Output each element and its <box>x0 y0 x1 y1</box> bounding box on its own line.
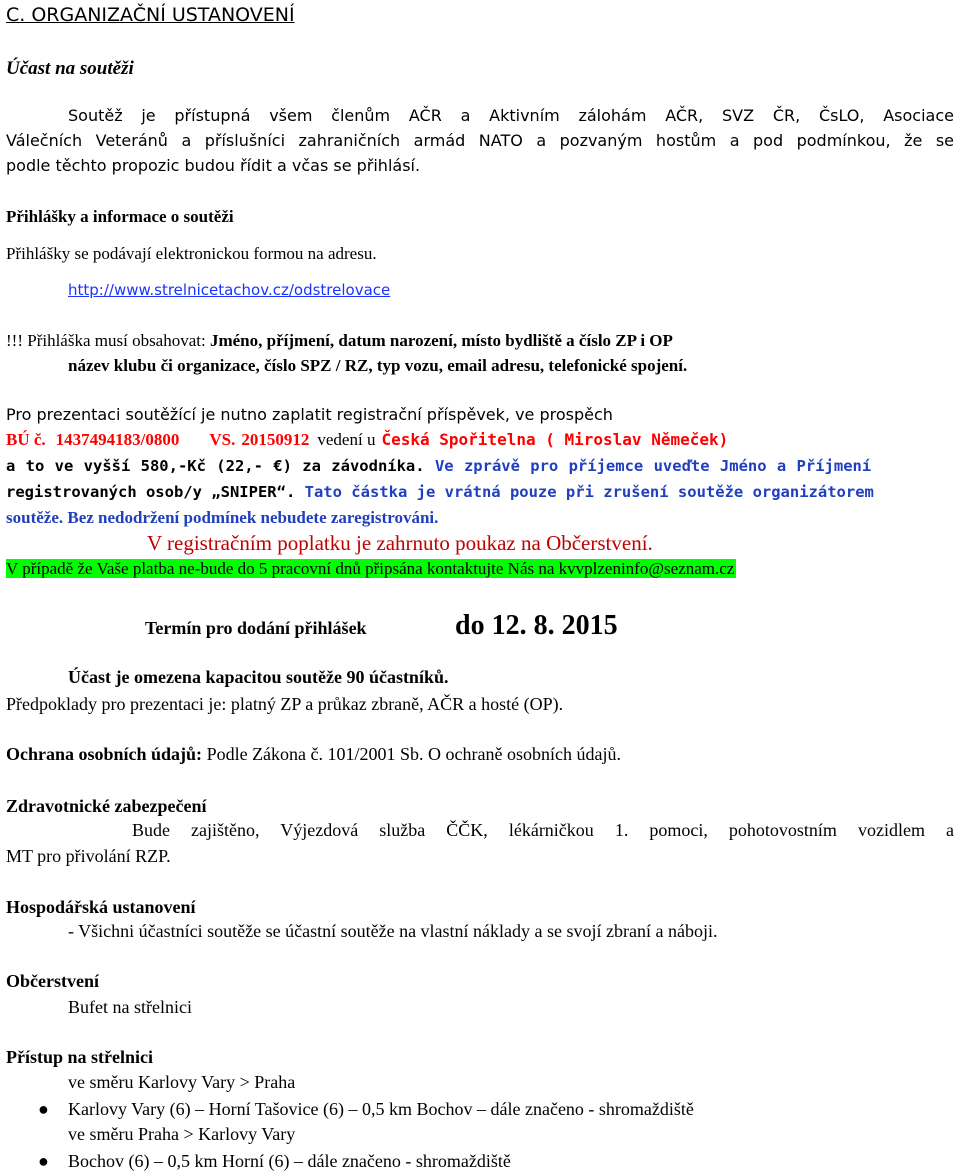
vs-label: VS. <box>209 430 236 449</box>
bank-prefix: vedení u <box>317 430 376 449</box>
participation-text-2: Válečních Veteránů a příslušníci zahraničních armád NATO a pozvaným hostům a pod podmínkou, že se <box>6 131 954 150</box>
voucher-note: V registračním poplatku je zahrnuto poukaz na Občerstvení. <box>147 531 653 555</box>
bank-name: Česká Spořitelna ( Miroslav Němeček) <box>381 430 729 449</box>
account-line <box>6 429 954 451</box>
registration-text: Přihlášky se podávají elektronickou formou na adresu. <box>6 244 377 263</box>
amount-line <box>6 455 954 477</box>
participation-text-1: Soutěž je přístupná všem členům AČR a Aktivním zálohám AČR, SVZ ČR, ČsLO, Asociace <box>68 106 954 125</box>
conditions-note: soutěže. Bez nedodržení podmínek nebudete zaregistrováni. <box>6 508 439 527</box>
fee-text: Pro prezentaci soutěžící je nutno zaplatit registrační příspěvek, ve prospěch <box>6 405 613 424</box>
registration-heading: Přihlášky a informace o soutěži <box>6 207 234 226</box>
registration-link[interactable]: http://www.strelnicetachov.cz/odstrelovace <box>68 281 391 299</box>
amount-text: a to ve vyšší 580,-Kč (22,- €) za závodníka. <box>6 457 425 475</box>
must-contain-fields-1: Jméno, příjmení, datum narození, místo bydliště a číslo ZP i OP <box>209 331 673 350</box>
participation-heading: Účast na soutěži <box>6 58 134 79</box>
economic-text: - Všichni účastníci soutěže se účastní soutěže na vlastní náklady a se svojí zbraní a náboji. <box>68 921 718 941</box>
access-heading: Přístup na střelnici <box>6 1047 153 1067</box>
capacity-note: Účast je omezena kapacitou soutěže 90 účastníků. <box>68 667 449 687</box>
participation-text-3: podle těchto propozic budou řídit a včas se přihlásí. <box>6 156 421 175</box>
bullet-icon: ● <box>38 1151 49 1171</box>
medical-text-2: MT pro přivolání RZP. <box>6 846 171 866</box>
requirements-note: Předpoklady pro prezentaci je: platný ZP a průkaz zbraně, AČR a hosté (OP). <box>6 694 564 714</box>
medical-heading: Zdravotnické zabezpečení <box>6 796 207 816</box>
access-direction-2: ve směru Praha > Karlovy Vary <box>68 1124 296 1144</box>
account-number: 1437494183/0800 <box>55 430 180 449</box>
refund-note: Tato částka je vrátná pouze při zrušení soutěže organizátorem <box>304 483 874 501</box>
refreshment-text: Bufet na střelnici <box>68 997 192 1017</box>
data-protection-text: Podle Zákona č. 101/2001 Sb. O ochraně osobních údajů. <box>202 744 621 764</box>
deadline-value: do 12. 8. 2015 <box>455 610 618 641</box>
economic-heading: Hospodářská ustanovení <box>6 897 196 917</box>
access-route-2: Bochov (6) – 0,5 km Horní (6) – dále značeno - shromaždiště <box>68 1151 511 1171</box>
payment-warning: V případě že Vaše platba ne-bude do 5 pracovní dnů připsána kontaktujte Nás na kvvplzeninfo@seznam.cz <box>6 559 735 578</box>
medical-text-1: Bude zajištěno, Výjezdová služba ČČK, lékárničkou 1. pomoci, pohotovostním vozidlem a <box>132 820 954 840</box>
bullet-icon: ● <box>38 1099 49 1119</box>
recipient-note: Ve zprávě pro příjemce uveďte Jméno a Příjmení <box>434 457 872 475</box>
data-protection-label: Ochrana osobních údajů: <box>6 744 203 764</box>
access-route-1: Karlovy Vary (6) – Horní Tašovice (6) – 0,5 km Bochov – dále značeno - shromaždiště <box>68 1099 694 1119</box>
deadline-label: Termín pro dodání přihlášek <box>145 618 367 638</box>
vs-number: 20150912 <box>241 430 310 449</box>
section-title: C. ORGANIZAČNÍ USTANOVENÍ <box>6 4 295 26</box>
must-contain-line <box>6 330 954 352</box>
access-direction-1: ve směru Karlovy Vary > Praha <box>68 1072 296 1092</box>
must-contain-prefix: !!! Přihláška musí obsahovat: <box>6 331 210 350</box>
sniper-text: registrovaných osob/y „SNIPER“. <box>6 483 296 501</box>
refreshment-heading: Občerstvení <box>6 971 99 991</box>
account-label: BÚ č. <box>6 430 46 449</box>
sniper-line <box>6 481 954 503</box>
data-protection-line <box>6 743 954 765</box>
must-contain-fields-2: název klubu či organizace, číslo SPZ / RZ, typ vozu, email adresu, telefonické spojení. <box>68 356 688 375</box>
